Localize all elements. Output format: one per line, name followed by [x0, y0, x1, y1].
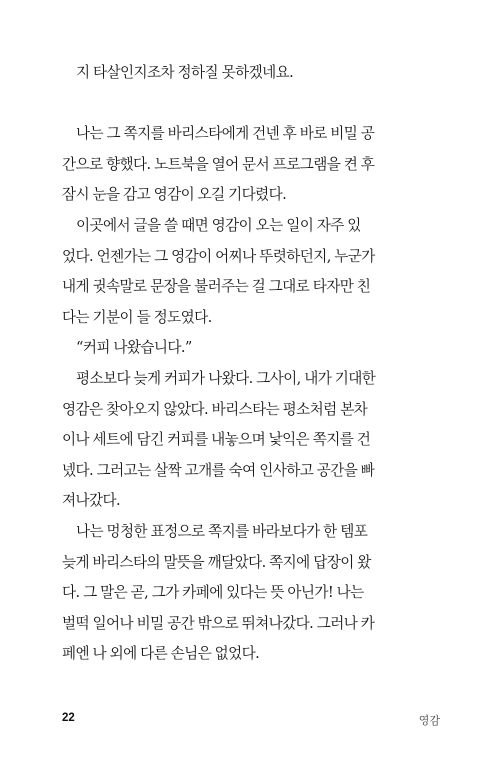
- paragraph-break: [62, 89, 442, 120]
- text-line: 영감은 찾아오지 않았다. 바리스타는 평소처럼 본차: [62, 400, 368, 418]
- text-line: 잠시 눈을 감고 영감이 오길 기다렸다.: [62, 186, 287, 204]
- text-line: 벌떡 일어나 비밀 공간 밖으로 뛰쳐나갔다. 그러나 카: [62, 614, 375, 632]
- text-line: 이나 세트에 담긴 커피를 내놓으며 낯익은 쪽지를 건: [62, 431, 371, 449]
- text-line: 나는 그 쪽지를 바리스타에게 건넨 후 바로 비밀 공: [76, 125, 375, 143]
- text-line: 다. 그 말은 곧, 그가 카페에 있다는 뜻 아닌가! 나는: [62, 584, 364, 602]
- body-text: [62, 58, 442, 670]
- text-line: 간으로 향했다. 노트북을 열어 문서 프로그램을 켠 후: [62, 155, 375, 173]
- text-line: 평소보다 늦게 커피가 나왔다. 그사이, 내가 기대한: [76, 369, 376, 387]
- text-line: 져나갔다.: [62, 492, 121, 510]
- text-line: “커피 나왔습니다.”: [76, 339, 192, 357]
- text-line: 었다. 언젠가는 그 영감이 어찌나 뚜렷하던지, 누군가: [62, 247, 375, 265]
- text-line: 이곳에서 글을 쓸 때면 영감이 오는 일이 자주 있: [76, 216, 361, 234]
- text-line: 페엔 나 외에 다른 손님은 없었다.: [62, 645, 260, 663]
- text-line: 나는 멍청한 표정으로 쪽지를 바라보다가 한 템포: [76, 522, 368, 540]
- text-line: 늦게 바리스타의 말뜻을 깨달았다. 쪽지에 답장이 왔: [62, 553, 371, 571]
- text-line: 지 타살인지조차 정하질 못하겠네요.: [76, 64, 294, 81]
- running-title: 영감: [418, 715, 440, 727]
- text-line: 넸다. 그러고는 살짝 고개를 숙여 인사하고 공간을 빠: [62, 461, 375, 479]
- text-line: 다는 기분이 들 정도였다.: [62, 308, 212, 326]
- page-number: 22: [62, 712, 75, 724]
- text-line: 내게 귓속말로 문장을 불러주는 걸 그대로 타자만 친: [62, 278, 371, 296]
